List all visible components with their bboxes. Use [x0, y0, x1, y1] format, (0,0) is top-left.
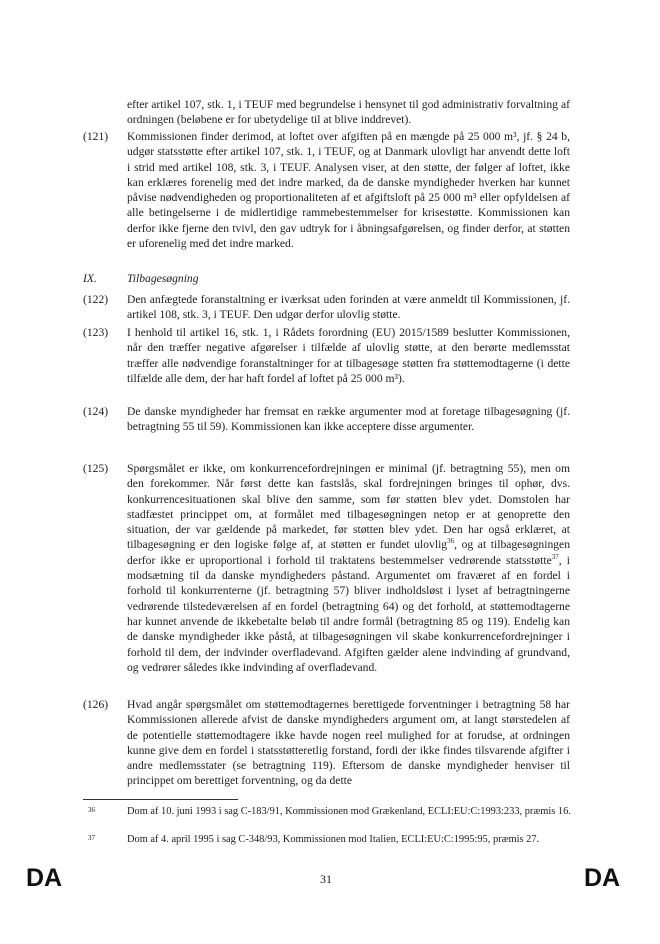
- footnote-number-37: 37: [88, 834, 95, 842]
- paragraph-125-part-b: , og at tilbagesøgningen derfor ikke er uproportional i forhold til traktatens bestemmelser vedrørende statsstøtte: [127, 538, 570, 567]
- paragraph-122: Den anfægtede foranstaltning er iværksat uden forinden at være anmeldt til Kommissionen, jf. artikel 108, stk. 3, i TEUF. Den udgør derfor ulovlig støtte.: [127, 293, 570, 322]
- paragraph-number-126: (126): [83, 698, 109, 711]
- footnote-divider: [83, 799, 238, 800]
- language-code-right: DA: [584, 864, 621, 892]
- section-number: IX.: [83, 272, 97, 285]
- footnote-36: Dom af 10. juni 1993 i sag C-183/91, Kommissionen mod Grækenland, ECLI:EU:C:1993:233, præmis 16.: [127, 806, 571, 817]
- paragraph-number-123: (123): [83, 326, 109, 339]
- footnote-ref-36[interactable]: 36: [447, 537, 455, 546]
- paragraph-125: [127, 461, 570, 675]
- paragraph-125-part-c: , i modsætning til da danske myndigheders påstand. Argumentet om fraværet af en fordel i forhold til konkurrenterne (jf. betragtning 57) bliver indholdsløst i lyset af betragtningerne vedrørende tilstedeværelsen af en fordel (betragtning 64) og det forhold, at støttemodtagerne har kunnet anvende de ikkebetalte beløb til andre formål (betragtning 85 og 119). Endelig kan de danske myndigheder ikke påstå, at tilbagesøgningen vil skabe konkurrencefordrejninger i forhold til dem, der indvinder overfladevand. Afgiften gælder alene indvinding af grundvand, og vedrører således ikke indvinding af overfladevand.: [127, 553, 570, 674]
- paragraph-number-124: (124): [83, 405, 109, 418]
- section-title: Tilbagesøgning: [127, 272, 199, 285]
- language-code-left: DA: [26, 864, 63, 892]
- page-number: 31: [320, 872, 332, 886]
- paragraph-number-121: (121): [83, 130, 109, 143]
- paragraph-124: De danske myndigheder har fremsat en række argumenter mod at foretage tilbagesøgning (jf. betragtning 55 til 59). Kommissionen kan ikke acceptere disse argumenter.: [127, 405, 570, 434]
- footnote-37: Dom af 4. april 1995 i sag C-348/93, Kommissionen mod Italien, ECLI:EU:C:1995:95, præmis 27.: [127, 834, 540, 845]
- paragraph-126: Hvad angår spørgsmålet om støttemodtagernes berettigede forventninger i betragtning 58 har Kommissionen allerede afvist de danske myndigheders argument om, at langt størstedelen af de potentielle støttemodtagere ikke havde nogen reel mulighed for at forudse, at ordningen kunne give dem en fordel i statsstøtteretlig forstand, fordi der ikke findes tilsvarende afgifter i andre medlemsstater (se betragtning 119). Eftersom de danske myndigheder henviser til princippet om berettiget forventning, og da dette: [127, 698, 570, 788]
- paragraph-125-part-a: Spørgsmålet er ikke, om konkurrencefordrejningen er minimal (jf. betragtning 55), men om den forekommer. Når først dette kan fastslås, skal fordrejningen bringes til ophør, dvs. konkurrencesituationen skal blive den samme, som før støtten blev ydet. Domstolen har stadfæstet princippet om, at formålet med tilbagesøgningen netop er at genoprette den situation, der var gældende på markedet, før støtten blev ydet. Den har også erklæret, at tilbagesøgning er den logiske følge af, at støtten er fundet ulovlig: [127, 462, 570, 552]
- paragraph-121: Kommissionen finder derimod, at loftet over afgiften på en mængde på 25 000 m³, jf. § 24 b, udgør statsstøtte efter artikel 107, stk. 1, i TEUF, og at Danmark ulovligt har anvendt dette loft i strid med artikel 108, stk. 3, i TEUF. Analysen viser, at den støtte, der følger af loftet, ikke kan erklæres forenelig med det indre marked, da de danske myndigheder hverken har kunnet påvise nødvendigheden og proportionaliteten af et afgiftsloft på 25 000 m³ eller opfyldelsen af alle betingelserne i de midlertidige rammebestemmelser for krisestøtte. Kommissionen kan derfor ikke fjerne den tvivl, den gav udtryk for i åbningsafgørelsen, og finder derfor, at støtten er uforenelig med det indre marked.: [127, 130, 570, 251]
- paragraph-number-125: (125): [83, 462, 109, 475]
- paragraph-continuation: efter artikel 107, stk. 1, i TEUF med begrundelse i hensynet til god administrativ forvaltning af ordningen (beløbene er for ubetydelige til at blive inddrevet).: [127, 98, 570, 127]
- footnote-number-36: 36: [88, 806, 95, 814]
- footnote-ref-37[interactable]: 37: [551, 552, 559, 561]
- paragraph-123: I henhold til artikel 16, stk. 1, i Rådets forordning (EU) 2015/1589 beslutter Kommissionen, når den træffer negative afgørelser i tilfælde af ulovlig støtte, at den berørte medlemsstat træffer alle nødvendige foranstaltninger for at tilbagesøge støtten fra støttemodtagerne (i dette tilfælde alle dem, der har haft fordel af loftet på 25 000 m³).: [127, 326, 570, 385]
- paragraph-number-122: (122): [83, 293, 109, 306]
